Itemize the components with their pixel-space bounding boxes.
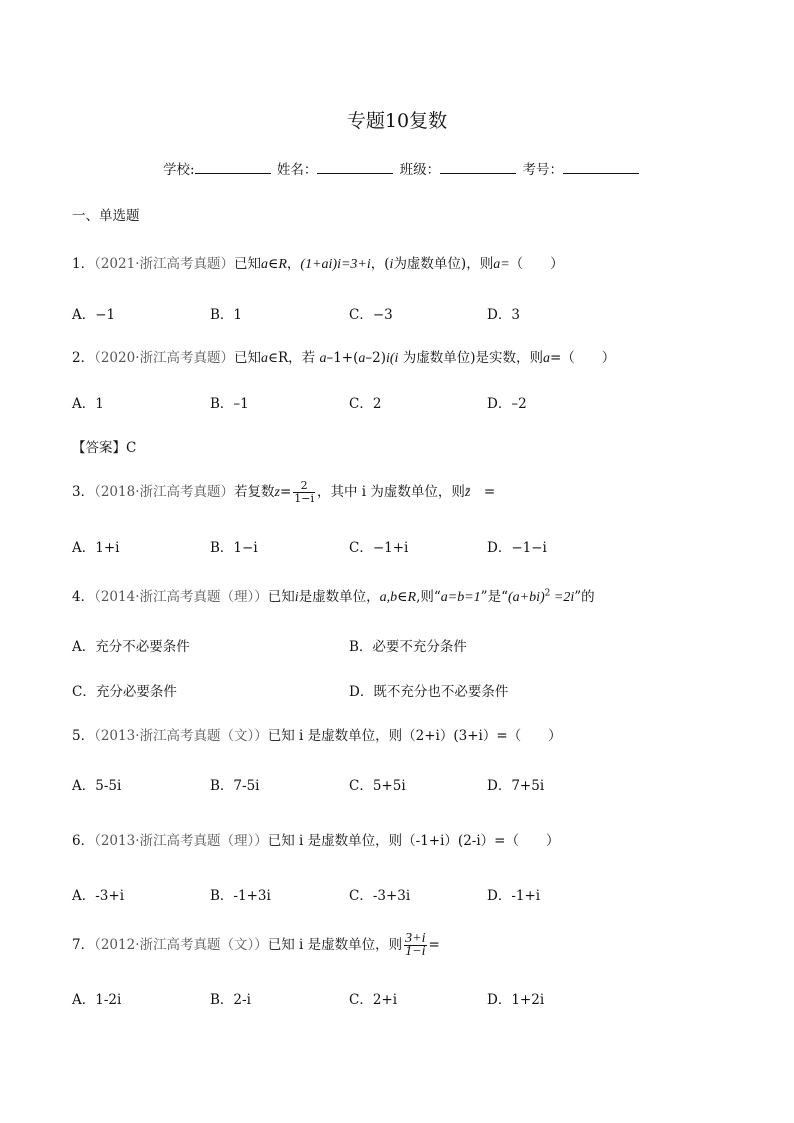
math-expression: =2i: [550, 590, 575, 605]
school-label: 学校:: [163, 162, 195, 178]
exam-no-blank: [563, 160, 639, 174]
question-source: （2018·浙江高考真题）: [94, 484, 234, 500]
question-source: （2020·浙江高考真题）: [94, 350, 234, 366]
question-text: 若复数: [234, 484, 275, 500]
math-expression: a: [319, 351, 327, 366]
question-2: [72, 346, 615, 367]
option-b: B．7-5i: [210, 778, 260, 794]
option-a: A．1-2i: [72, 992, 122, 1008]
option-d: D．1+2i: [487, 992, 545, 1008]
fraction: [293, 480, 315, 505]
question-text: =: [279, 484, 292, 500]
option-c: C．2: [349, 396, 382, 412]
question-4: [72, 585, 595, 606]
question-text: ，: [286, 256, 301, 272]
math-expression: a=: [493, 257, 510, 272]
option-b: B．必要不充分条件: [349, 639, 467, 655]
exam-no-label: 考号：: [522, 162, 563, 178]
name-blank: [317, 160, 393, 174]
option-d: D．7+5i: [487, 778, 545, 794]
question-5: [72, 724, 562, 744]
fraction: [404, 933, 426, 958]
question-text: –2): [365, 350, 386, 366]
question-text: ,则“: [416, 589, 441, 605]
question-source: （2013·浙江高考真题（文））: [94, 728, 268, 744]
question-source: （2021·浙江高考真题）: [94, 256, 234, 272]
class-blank: [440, 160, 516, 174]
question-text: 已知 i 是虚数单位，则（-1+i）(2-i）=（ ）: [267, 833, 560, 849]
question-text: 已知 i 是虚数单位，则: [267, 937, 403, 953]
math-expression: i: [389, 257, 394, 272]
question-text: =: [428, 937, 440, 953]
math-expression: (1+ai)i=3+i: [300, 257, 371, 272]
math-expression: a=b=1: [440, 590, 481, 605]
option-d: D．-1+i: [487, 888, 541, 904]
math-expression: a: [358, 351, 366, 366]
option-d: D．既不充分也不必要条件: [349, 684, 509, 700]
question-number: 4．: [72, 589, 95, 605]
math-expression: z̄: [464, 485, 471, 500]
question-number: 1．: [72, 256, 95, 272]
option-c: C．−1+i: [349, 540, 409, 556]
option-b: B．2-i: [210, 992, 251, 1008]
math-expression: z: [274, 485, 280, 500]
math-expression: a,b∈R: [379, 590, 417, 605]
question-text: （ ）: [509, 256, 564, 272]
question-6: [72, 829, 559, 849]
answer-text: 【答案】C: [72, 440, 137, 456]
question-3: [72, 480, 495, 505]
math-expression: a: [543, 351, 550, 366]
math-expression: a∈R: [261, 257, 287, 272]
option-c: C．充分必要条件: [72, 684, 177, 700]
question-1: [72, 252, 564, 273]
question-text: 已知 i 是虚数单位，则（2+i）(3+i）=（ ）: [267, 728, 562, 744]
option-d: D．−1−i: [487, 540, 547, 556]
question-number: 3．: [72, 484, 95, 500]
class-label: 班级：: [399, 162, 441, 178]
student-info-line: [163, 158, 641, 178]
fraction-numerator: 3+i: [405, 931, 426, 946]
question-source: （2012·浙江高考真题（文））: [94, 937, 268, 953]
question-number: 6．: [72, 833, 95, 849]
question-text: 已知: [234, 256, 261, 272]
option-d: D．–2: [487, 396, 527, 412]
question-source: （2013·浙江高考真题（理））: [94, 833, 268, 849]
option-a: A．−1: [72, 307, 116, 323]
section-heading: 一、单选题: [72, 208, 140, 224]
question-text: 是虚数单位，: [298, 589, 380, 605]
option-a: A．-3+i: [72, 888, 125, 904]
math-expression: i: [294, 590, 299, 605]
option-c: C．2+i: [349, 992, 398, 1008]
page-title: 专题10复数: [346, 110, 448, 132]
question-text: =（ ）: [550, 350, 616, 366]
question-text: 为虚数单位)，则: [393, 256, 494, 272]
option-d: D．3: [487, 307, 520, 323]
superscript: 2: [544, 588, 551, 599]
fraction-denominator: 1−i: [294, 492, 314, 505]
option-a: A．5-5i: [72, 778, 122, 794]
option-a: A．1+i: [72, 540, 120, 556]
question-text: 已知: [234, 350, 261, 366]
question-text: ∈R，若: [268, 350, 320, 366]
fraction-numerator: 2: [293, 480, 315, 493]
math-expression: i(i: [385, 351, 399, 366]
question-text: –1+(: [326, 350, 359, 366]
question-7: [72, 933, 440, 958]
question-text: ，其中 i 为虚数单位，则: [317, 484, 465, 500]
option-b: B．1: [210, 307, 243, 323]
option-b: B．1−i: [210, 540, 258, 556]
question-text: ”是“: [480, 589, 508, 605]
option-a: A．1: [72, 396, 104, 412]
question-text: =: [470, 484, 496, 500]
option-c: C．5+5i: [349, 778, 406, 794]
option-c: C．-3+3i: [349, 888, 411, 904]
option-c: C．−3: [349, 307, 393, 323]
question-text: 为虚数单位)是实数，则: [398, 350, 543, 366]
option-b: B．-1+3i: [210, 888, 271, 904]
option-b: B．–1: [210, 396, 249, 412]
math-expression: (a+bi): [507, 590, 545, 605]
question-text: ，(: [370, 256, 390, 272]
question-text: ”的: [574, 589, 595, 605]
question-text: 已知: [267, 589, 295, 605]
question-number: 5．: [72, 728, 95, 744]
name-label: 姓名：: [276, 162, 318, 178]
question-number: 7．: [72, 937, 95, 953]
school-blank: [195, 160, 271, 174]
fraction-denominator: 1−i: [405, 944, 426, 959]
question-source: （2014·浙江高考真题（理））: [94, 589, 268, 605]
math-expression: a: [261, 351, 268, 366]
option-a: A．充分不必要条件: [72, 639, 190, 655]
question-number: 2．: [72, 350, 95, 366]
